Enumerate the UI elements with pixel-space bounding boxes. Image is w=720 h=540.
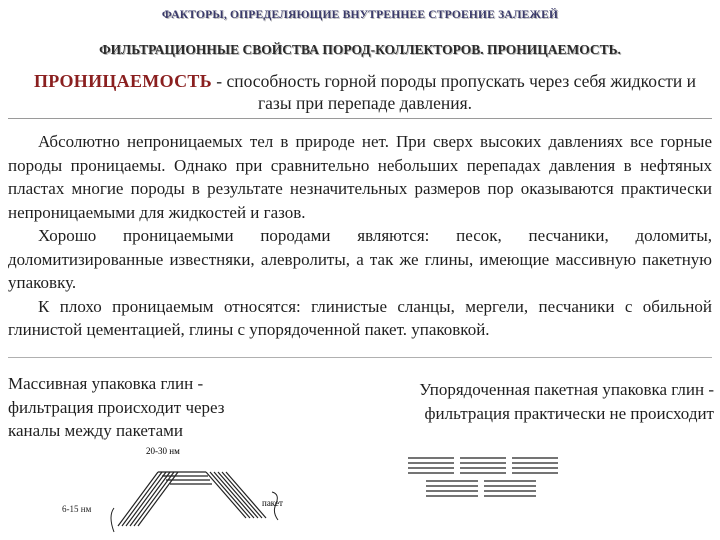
left-figure-caption: Массивная упаковка глин - фильтрация происходит через каналы между пакетами — [8, 374, 225, 440]
definition-term: ПРОНИЦАЕМОСТЬ — [33, 71, 212, 91]
spacing-bracket — [111, 508, 114, 532]
definition-text: - способность горной породы пропускать через себя жидкости и газы при перепаде давления. — [211, 71, 697, 113]
label-6-15-nm: 6-15 нм — [62, 504, 92, 514]
ordered-packing-diagram — [408, 454, 568, 506]
clay-packets-right — [206, 472, 266, 518]
massive-packing-diagram — [96, 446, 306, 536]
paragraph-2: Хорошо проницаемыми породами являются: песок, песчаники, доломиты, доломитизированные известняки, алевролиты, а так же глины, имеющие массивную пакетную упаковку. — [8, 226, 712, 292]
divider — [8, 357, 712, 358]
right-figure-caption: Упорядоченная пакетная упаковка глин - фильтрация практически не происходит — [419, 380, 714, 423]
slide-subtitle: ФИЛЬТРАЦИОННЫЕ СВОЙСТВА ПОРОД-КОЛЛЕКТОРОВ. ПРОНИЦАЕМОСТЬ. — [99, 42, 621, 57]
paragraph-1: Абсолютно непроницаемых тел в природе нет. При сверх высоких давлениях все горные породы проницаемы. Однако при сравнительно небольших перепадах давления в нефтяных пластах многие породы в результате незначительных размеров пор оказываются практически непроницаемыми для жидкостей и газов. — [8, 132, 712, 222]
body-text — [8, 130, 712, 342]
label-packet: пакет — [262, 498, 283, 508]
slide-topic: ФАКТОРЫ, ОПРЕДЕЛЯЮЩИЕ ВНУТРЕННЕЕ СТРОЕНИЕ ЗАЛЕЖЕЙ — [161, 9, 559, 21]
paragraph-3: К плохо проницаемым относятся: глинистые сланцы, мергели, песчаники с обильной глинистой цементацией, глины с упорядоченной пакет. упаковкой. — [8, 296, 712, 339]
divider — [8, 118, 712, 119]
label-20-30-nm: 20-30 нм — [146, 446, 180, 456]
definition — [30, 70, 700, 114]
